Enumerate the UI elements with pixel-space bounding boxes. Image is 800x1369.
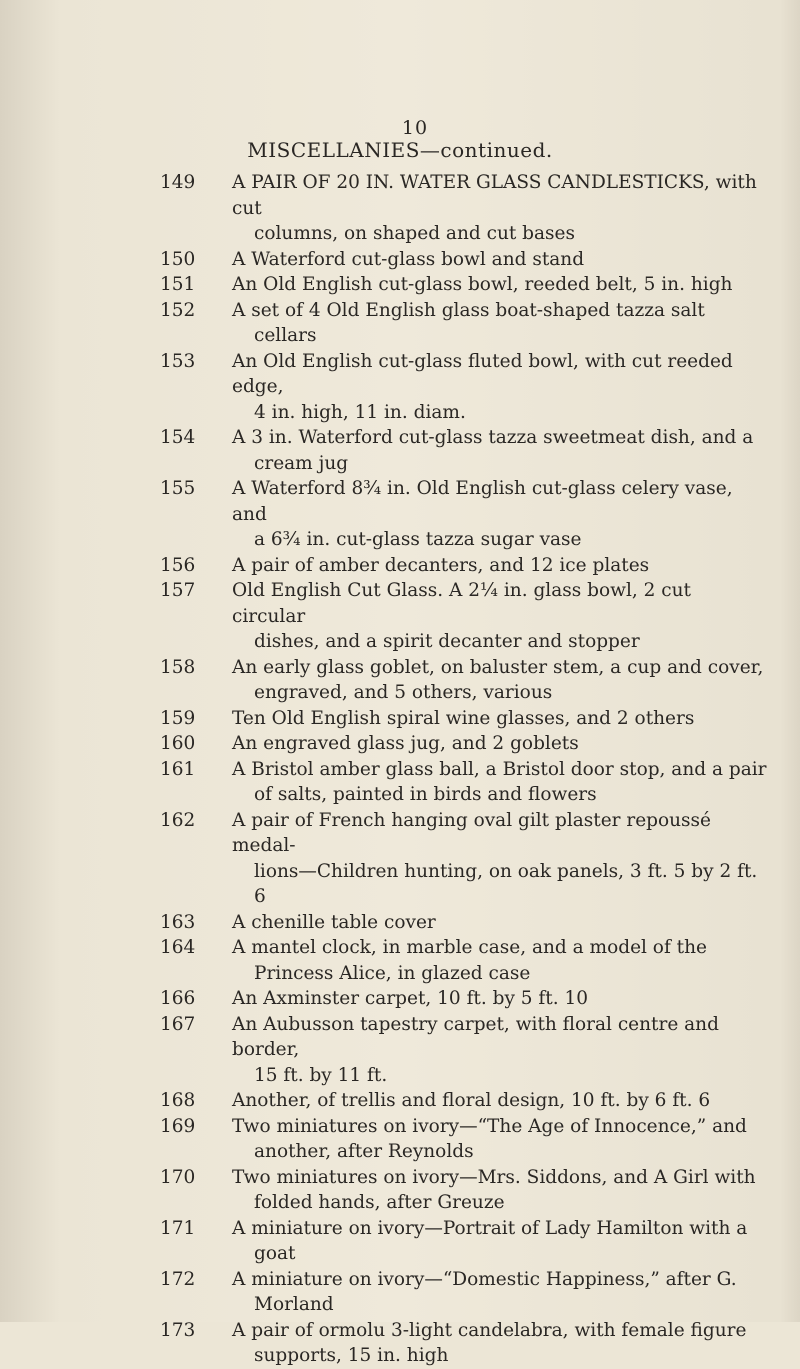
lot-number: 162 — [160, 809, 196, 831]
lot-description — [210, 808, 770, 910]
lot-number: 167 — [160, 1013, 196, 1035]
lot-description — [210, 1318, 770, 1369]
lot-description-line: Morland — [254, 1294, 334, 1315]
lot-description-line: An Old English cut-glass bowl, reeded belt, 5 in. high — [232, 274, 733, 295]
lot-description-line: Old English Cut Glass. A 2¼ in. glass bowl, 2 cut circular — [232, 580, 691, 627]
lot-number: 159 — [160, 707, 196, 729]
lot-entry — [0, 425, 800, 476]
page-number: 10 — [401, 117, 429, 139]
lot-description — [210, 1012, 770, 1089]
lot-description-line: An Aubusson tapestry carpet, with floral centre and border, — [232, 1013, 719, 1060]
lot-description — [210, 1216, 770, 1267]
lot-list — [0, 170, 800, 1369]
lot-description-line: folded hands, after Greuze — [254, 1192, 505, 1213]
lot-number: 161 — [160, 758, 196, 780]
lot-description-line: A Waterford cut-glass bowl and stand — [232, 248, 585, 270]
lot-entry — [0, 1165, 800, 1216]
lot-description — [210, 247, 770, 273]
lot-entry — [0, 1318, 800, 1369]
lot-description — [210, 170, 770, 247]
lot-description-line: A pair of ormolu 3-light candelabra, with female figure — [232, 1319, 747, 1341]
lot-description — [210, 1165, 770, 1216]
lot-description — [210, 986, 770, 1012]
lot-description-line: A pair of French hanging oval gilt plaster repoussé medal- — [232, 809, 711, 856]
lot-number: 156 — [160, 554, 196, 576]
lot-number: 154 — [160, 427, 196, 448]
lot-description-line: A miniature on ivory—“Domestic Happiness,” after G. — [232, 1268, 737, 1290]
lot-description-line: dishes, and a spirit decanter and stopper — [254, 631, 640, 652]
lot-number: 151 — [160, 274, 196, 295]
lot-description-line: Ten Old English spiral wine glasses, and 2 others — [232, 707, 695, 729]
lot-description — [210, 935, 770, 986]
lot-description — [210, 1088, 770, 1114]
lot-entry — [0, 808, 800, 910]
lot-number: 149 — [160, 172, 196, 193]
lot-entry — [0, 298, 800, 349]
lot-entry — [0, 349, 800, 426]
lot-description-line: another, after Reynolds — [254, 1141, 474, 1162]
lot-number: 169 — [160, 1115, 196, 1137]
lot-number: 164 — [160, 937, 196, 958]
lot-description-line: columns, on shaped and cut bases — [254, 223, 575, 244]
lot-entry — [0, 1216, 800, 1267]
section-title: MISCELLANIES—continued. — [247, 138, 553, 162]
lot-description-line: supports, 15 in. high — [254, 1345, 449, 1366]
lot-number: 157 — [160, 580, 196, 601]
lot-entry — [0, 655, 800, 706]
lot-description-line: A PAIR OF 20 IN. WATER GLASS CANDLESTICKS, with cut — [232, 172, 757, 219]
lot-description — [210, 476, 770, 553]
lot-description — [210, 553, 770, 579]
lot-description-line: An engraved glass jug, and 2 goblets — [232, 733, 579, 754]
lot-entry — [0, 986, 800, 1012]
lot-description-line: Another, of trellis and floral design, 10 ft. by 6 ft. 6 — [232, 1090, 711, 1111]
lot-entry — [0, 170, 800, 247]
lot-entry — [0, 476, 800, 553]
lot-description-line: An Old English cut-glass fluted bowl, with cut reeded edge, — [232, 350, 733, 397]
lot-description-line: A pair of amber decanters, and 12 ice plates — [232, 554, 650, 576]
lot-description-line: A Bristol amber glass ball, a Bristol door stop, and a pair — [232, 758, 767, 780]
lot-entry — [0, 272, 800, 298]
lot-number: 150 — [160, 248, 196, 270]
lot-description — [210, 272, 770, 298]
lot-description-line: An early glass goblet, on baluster stem, a cup and cover, — [232, 656, 764, 678]
lot-description-line: Two miniatures on ivory—“The Age of Innocence,” and — [232, 1115, 747, 1137]
lot-number: 163 — [160, 911, 196, 933]
lot-description — [210, 298, 770, 349]
lot-description — [210, 655, 770, 706]
lot-description — [210, 578, 770, 655]
lot-entry — [0, 757, 800, 808]
lot-description-line: 4 in. high, 11 in. diam. — [254, 401, 466, 423]
lot-description — [210, 731, 770, 757]
lot-description-line: A Waterford 8¾ in. Old English cut-glass celery vase, and — [232, 478, 733, 525]
lot-description — [210, 910, 770, 936]
lot-entry — [0, 706, 800, 732]
lot-description-line: Princess Alice, in glazed case — [254, 962, 531, 984]
lot-description — [210, 706, 770, 732]
lot-description-line: lions—Children hunting, on oak panels, 3 ft. 5 by 2 ft. 6 — [254, 860, 758, 907]
lot-entry — [0, 1088, 800, 1114]
lot-description-line: A miniature on ivory—Portrait of Lady Hamilton with a — [232, 1217, 748, 1239]
lot-entry — [0, 1012, 800, 1089]
lot-description-line: cream jug — [254, 452, 349, 474]
lot-description — [210, 349, 770, 426]
lot-entry — [0, 731, 800, 757]
lot-entry — [0, 910, 800, 936]
lot-description-line: Two miniatures on ivory—Mrs. Siddons, and A Girl with — [232, 1166, 756, 1188]
lot-number: 160 — [160, 733, 196, 754]
lot-description-line: cellars — [254, 325, 317, 346]
lot-description-line: A 3 in. Waterford cut-glass tazza sweetmeat dish, and a — [232, 427, 754, 448]
lot-number: 168 — [160, 1090, 196, 1111]
lot-description-line: 15 ft. by 11 ft. — [254, 1064, 388, 1086]
lot-number: 158 — [160, 656, 196, 678]
lot-number: 171 — [160, 1217, 196, 1239]
lot-description-line: a 6¾ in. cut-glass tazza sugar vase — [254, 529, 582, 550]
lot-description-line: goat — [254, 1243, 296, 1264]
lot-description-line: of salts, painted in birds and flowers — [254, 784, 597, 805]
lot-number: 153 — [160, 350, 196, 372]
lot-description — [210, 1114, 770, 1165]
lot-description — [210, 757, 770, 808]
lot-description-line: A set of 4 Old English glass boat-shaped tazza salt — [232, 299, 705, 321]
lot-number: 166 — [160, 988, 196, 1009]
lot-number: 155 — [160, 478, 196, 499]
lot-entry — [0, 935, 800, 986]
lot-number: 170 — [160, 1166, 196, 1188]
lot-description — [210, 1267, 770, 1318]
lot-entry — [0, 1114, 800, 1165]
lot-number: 173 — [160, 1319, 196, 1341]
lot-description-line: A chenille table cover — [232, 911, 436, 933]
lot-number: 172 — [160, 1268, 196, 1290]
lot-number: 152 — [160, 299, 196, 321]
lot-entry — [0, 553, 800, 579]
lot-entry — [0, 1267, 800, 1318]
lot-entry — [0, 247, 800, 273]
lot-entry — [0, 578, 800, 655]
lot-description-line: engraved, and 5 others, various — [254, 682, 553, 703]
lot-description-line: A mantel clock, in marble case, and a model of the — [232, 937, 707, 958]
lot-description — [210, 425, 770, 476]
lot-description-line: An Axminster carpet, 10 ft. by 5 ft. 10 — [232, 988, 589, 1009]
